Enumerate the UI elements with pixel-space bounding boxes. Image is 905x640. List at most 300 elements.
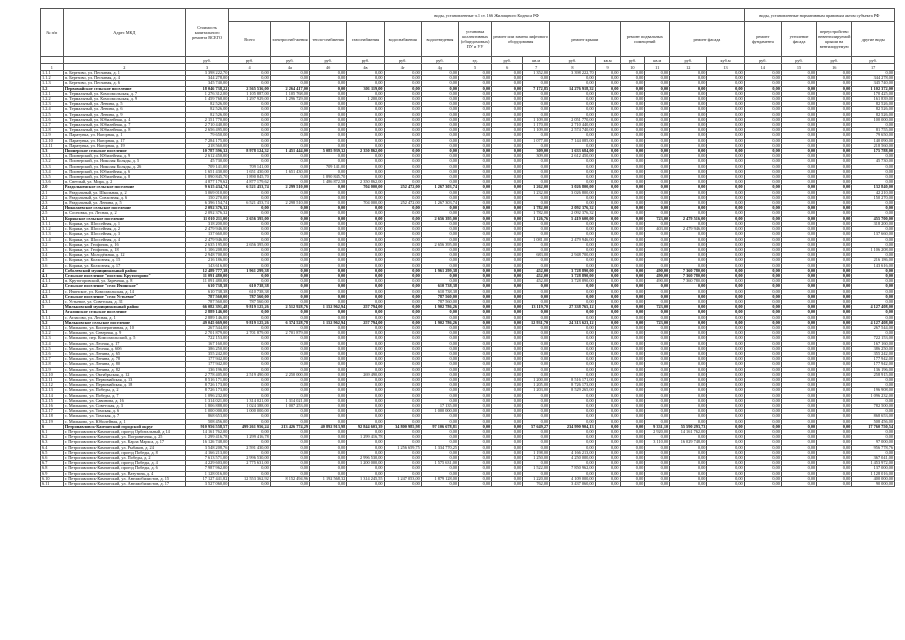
row-address: п. Термальный, ул. Комсомольская, д. 9	[63, 97, 185, 102]
row-value: 0,00	[852, 398, 895, 403]
row-value: 0,00	[781, 91, 816, 96]
row-value: 0,00	[492, 117, 523, 122]
row-value: 0,00	[595, 450, 620, 455]
row-value: 0,00	[492, 315, 523, 320]
row-address: с. Мильково, ул. Ленина, д. 80	[63, 362, 185, 367]
row-value: 0,00	[550, 221, 596, 226]
row-value: 0,00	[347, 273, 384, 278]
row-value: 0,00	[229, 414, 270, 419]
row-value: 0,00	[670, 367, 707, 372]
row-address: п. Раздольный, ул. Совхозная, д. 6	[63, 195, 185, 200]
row-value: 0,00	[270, 414, 309, 419]
row-value: 0,00	[852, 279, 895, 284]
row-value: 0,00	[270, 237, 309, 242]
header-warm: утепление фасада	[781, 22, 816, 57]
row-value: 0,00	[459, 149, 492, 154]
row-value: 0,00	[384, 419, 421, 424]
row-address: с. Коряки, ул. Геофизик, д. 18	[63, 247, 185, 252]
row-value: 0,00	[744, 424, 781, 429]
row-value: 0,00	[384, 336, 421, 341]
row-value: 1 890 845,70	[310, 175, 347, 180]
row-address: с. Мильково, ул. Северная, д. 9	[63, 331, 185, 336]
row-value: 0,00	[781, 273, 816, 278]
row-value: 11 091 480,00	[185, 279, 228, 284]
row-value: 0,00	[270, 242, 309, 247]
column-number: 1	[41, 64, 64, 71]
row-value: 0,00	[595, 424, 620, 429]
row-value: 0,00	[744, 206, 781, 211]
row-value: 0,00	[229, 247, 270, 252]
row-value: 0,00	[645, 393, 670, 398]
row-value: 452,00	[523, 279, 550, 284]
row-value: 0,00	[620, 216, 645, 221]
row-value: 0,00	[270, 445, 309, 450]
row-value: 0,00	[707, 336, 744, 341]
row-value: 0,00	[620, 471, 645, 476]
row-value: 0,00	[459, 351, 492, 356]
row-value: 0,00	[270, 128, 309, 133]
row-value: 0,00	[707, 310, 744, 315]
row-value: 0,00	[492, 388, 523, 393]
row-value: 0,00	[707, 435, 744, 440]
row-value: 0,00	[781, 253, 816, 258]
row-address: с. Мильково, ул. Победы, д. 2	[63, 388, 185, 393]
row-value: 14 161 762,00	[185, 430, 228, 435]
row-value: 0,00	[492, 138, 523, 143]
row-value: 4 877 179,62	[185, 180, 228, 185]
row-value: 0,00	[670, 180, 707, 185]
row-value: 79 650,00	[852, 133, 895, 138]
column-number: 6	[492, 64, 523, 71]
row-value: 0,00	[595, 76, 620, 81]
row-value: 0,00	[817, 331, 852, 336]
row-value: 0,00	[781, 351, 816, 356]
row-value: 0,00	[229, 310, 270, 315]
row-value: 0,00	[310, 76, 347, 81]
row-value: 0,00	[744, 149, 781, 154]
column-number: 4д	[421, 64, 458, 71]
row-value: 216 186,00	[185, 258, 228, 263]
row-value: 0,00	[459, 409, 492, 414]
column-number: 4г	[384, 64, 421, 71]
row-value: 0,00	[384, 440, 421, 445]
row-value: 0,00	[645, 154, 670, 159]
row-value: 1 109,00	[523, 128, 550, 133]
row-value: 0,00	[492, 445, 523, 450]
row-value: 956 778,76	[852, 445, 895, 450]
row-value: 0,00	[492, 299, 523, 304]
row-value: 0,00	[523, 372, 550, 377]
row-value: 0,00	[459, 86, 492, 91]
row-number: 1.2.7	[41, 123, 64, 128]
row-value: 0,00	[459, 112, 492, 117]
row-value: 400 000,00	[852, 476, 895, 481]
row-value: 0,00	[523, 201, 550, 206]
row-value: 0,00	[707, 419, 744, 424]
row-value: 0,00	[270, 315, 309, 320]
row-value: 161 839,00	[852, 97, 895, 102]
row-value: 0,00	[781, 450, 816, 455]
row-value: 8 152 494,96	[270, 476, 309, 481]
row-value: 0,00	[781, 190, 816, 195]
row-value: 0,00	[620, 424, 645, 429]
row-value: 0,00	[707, 195, 744, 200]
row-value: 0,00	[852, 383, 895, 388]
row-address: с. Мильково, ул. Ленина, д. 78	[63, 357, 185, 362]
row-number: 1.2.3	[41, 102, 64, 107]
row-value: 0,00	[270, 456, 309, 461]
column-number: 4в	[347, 64, 384, 71]
row-value: 0,00	[620, 393, 645, 398]
row-value: 0,00	[670, 325, 707, 330]
row-value: 0,00	[459, 404, 492, 409]
row-value: 0,00	[744, 107, 781, 112]
row-value: 2 479 946,00	[670, 227, 707, 232]
row-value: 0,00	[523, 175, 550, 180]
row-value: 0,00	[781, 388, 816, 393]
row-value: 0,00	[384, 133, 421, 138]
row-value: 787 560,00	[229, 294, 270, 299]
row-value: 0,00	[384, 91, 421, 96]
row-value: 0,00	[229, 383, 270, 388]
row-value: 0,00	[310, 154, 347, 159]
row-value: 1 299 416,78	[229, 435, 270, 440]
row-value: 0,00	[670, 159, 707, 164]
row-value: 257 794,00	[347, 320, 384, 325]
row-value: 490,00	[645, 273, 670, 278]
row-value: 0,00	[310, 227, 347, 232]
row-value: 0,00	[492, 128, 523, 133]
row-value: 1 633 684,00	[550, 149, 596, 154]
row-value: 0,00	[670, 476, 707, 481]
row-value: 0,00	[620, 331, 645, 336]
row-value: 0,00	[817, 320, 852, 325]
row-value: 0,00	[817, 351, 852, 356]
row-number: 2.3	[41, 201, 64, 206]
row-value: 2 656 495,00	[185, 128, 228, 133]
row-value: 0,00	[459, 279, 492, 284]
row-number: 1.2.10	[41, 138, 64, 143]
row-value: 0,00	[523, 331, 550, 336]
row-value: 0,00	[670, 450, 707, 455]
row-value: 0,00	[421, 258, 458, 263]
row-value: 0,00	[384, 123, 421, 128]
row-value: 0,00	[817, 91, 852, 96]
row-value: 218 560,00	[852, 143, 895, 148]
row-value: 0,00	[384, 482, 421, 487]
row-value: 0,00	[781, 201, 816, 206]
row-value: 0,00	[492, 268, 523, 273]
row-value: 0,00	[595, 305, 620, 310]
row-value: 508 456,00	[185, 419, 228, 424]
row-value: 0,00	[595, 409, 620, 414]
row-value: 0,00	[817, 284, 852, 289]
row-value: 0,00	[421, 430, 458, 435]
row-value: 0,00	[670, 185, 707, 190]
row-address: п. Пионерский, ул. Николая Коляды, д. 5	[63, 159, 185, 164]
row-value: 0,00	[781, 466, 816, 471]
row-value: 0,00	[852, 253, 895, 258]
row-value: 0,00	[707, 201, 744, 206]
row-value: 0,00	[620, 76, 645, 81]
row-value: 0,00	[310, 294, 347, 299]
row-value: 0,00	[595, 232, 620, 237]
row-value: 0,00	[645, 445, 670, 450]
row-value: 0,00	[347, 76, 384, 81]
row-value: 0,00	[781, 232, 816, 237]
row-value: 0,00	[347, 377, 384, 382]
row-address: п. Паратунка, ул. Нагорная, д. 19	[63, 143, 185, 148]
row-value: 0,00	[459, 331, 492, 336]
row-number: 2.5	[41, 211, 64, 216]
row-value: 0,00	[550, 430, 596, 435]
row-value: 0,00	[492, 419, 523, 424]
row-value: 0,00	[421, 133, 458, 138]
row-value: 0,00	[492, 107, 523, 112]
row-value: 0,00	[744, 112, 781, 117]
row-address: с. Мильково, ул. Ленина, д. 82	[63, 367, 185, 372]
row-value: 0,00	[347, 164, 384, 169]
row-value: 0,00	[384, 195, 421, 200]
row-value: 704 000,00	[347, 201, 384, 206]
row-number: 1.3.4	[41, 169, 64, 174]
row-value: 0,00	[645, 112, 670, 117]
row-value: 0,00	[595, 482, 620, 487]
row-value: 0,00	[595, 351, 620, 356]
row-value: 0,00	[744, 341, 781, 346]
row-value: 0,00	[310, 466, 347, 471]
row-value: 4 229 603,00	[185, 461, 228, 466]
column-number: 14	[744, 64, 781, 71]
row-value: 0,00	[595, 133, 620, 138]
row-value: 0,00	[421, 86, 458, 91]
row-value: 0,00	[384, 388, 421, 393]
row-value: 0,00	[347, 258, 384, 263]
row-value: 0,00	[781, 315, 816, 320]
row-value: 0,00	[310, 362, 347, 367]
row-value: 0,00	[744, 299, 781, 304]
row-value: 0,00	[492, 221, 523, 226]
row-value: 0,00	[781, 112, 816, 117]
row-value: 0,00	[707, 221, 744, 226]
row-value: 0,00	[781, 149, 816, 154]
row-value: 0,00	[817, 227, 852, 232]
row-value: 0,00	[670, 97, 707, 102]
row-value: 0,00	[645, 461, 670, 466]
row-value: 0,00	[310, 372, 347, 377]
row-value: 309,00	[523, 154, 550, 159]
row-value: 610 738,38	[185, 289, 228, 294]
row-value: 0,00	[744, 237, 781, 242]
row-value: 0,00	[270, 76, 309, 81]
row-value: 0,00	[781, 409, 816, 414]
row-value: 0,00	[384, 154, 421, 159]
row-address: г. Петропавловск-Камчатский, ул. Карла Маркса, д. 17	[63, 440, 185, 445]
row-value: 0,00	[744, 471, 781, 476]
row-value: 0,00	[492, 294, 523, 299]
row-value: 0,00	[595, 279, 620, 284]
row-value: 0,00	[744, 367, 781, 372]
row-address: г. Петропавловск-Камчатский, ул. Автомобилистов, д. 15	[63, 476, 185, 481]
row-value: 0,00	[229, 258, 270, 263]
row-value: 8 726 173,00	[185, 388, 228, 393]
row-value: 0,00	[707, 482, 744, 487]
row-value: 0,00	[670, 86, 707, 91]
row-value: 1 024 388,00	[229, 404, 270, 409]
row-value: 1 902 786,26	[421, 305, 458, 310]
row-value: 0,00	[595, 320, 620, 325]
row-value: 0,00	[670, 258, 707, 263]
row-value: 0,00	[459, 164, 492, 169]
row-value: 0,00	[550, 232, 596, 237]
row-value: 0,00	[781, 175, 816, 180]
row-value: 0,00	[620, 357, 645, 362]
document-page	[40, 8, 895, 487]
row-value: 0,00	[817, 461, 852, 466]
row-value: 1 200,00	[523, 377, 550, 382]
row-value: 0,00	[645, 253, 670, 258]
row-value: 0,00	[384, 357, 421, 362]
row-value: 0,00	[421, 440, 458, 445]
row-value: 0,00	[523, 143, 550, 148]
row-value: 0,00	[707, 367, 744, 372]
row-value: 0,00	[310, 195, 347, 200]
row-value: 0,00	[595, 466, 620, 471]
row-value: 0,00	[744, 138, 781, 143]
row-value: 0,00	[595, 445, 620, 450]
row-value: 0,00	[595, 253, 620, 258]
row-value: 213 426 774,29	[270, 424, 309, 429]
row-value: 0,00	[707, 430, 744, 435]
row-value: 0,00	[852, 409, 895, 414]
row-value: 0,00	[852, 377, 895, 382]
row-value: 0,00	[310, 221, 347, 226]
row-value: 0,00	[645, 97, 670, 102]
row-value: 910 956 558,57	[185, 424, 228, 429]
row-number: 5.2.16	[41, 404, 64, 409]
row-value: 0,00	[707, 159, 744, 164]
row-value: 1 453 972,00	[852, 461, 895, 466]
row-value: 0,00	[550, 180, 596, 185]
row-value: 0,00	[645, 471, 670, 476]
row-value: 0,00	[781, 71, 816, 76]
row-value: 0,00	[781, 117, 816, 122]
row-value: 0,00	[550, 175, 596, 180]
row-value: 1 522,00	[523, 466, 550, 471]
row-value: 0,00	[707, 258, 744, 263]
row-value: 0,00	[229, 123, 270, 128]
row-value: 8 516 171,00	[550, 377, 596, 382]
row-value: 0,00	[310, 289, 347, 294]
row-value: 0,00	[384, 466, 421, 471]
row-address: Сельское поселение "село Устьевое"	[63, 294, 185, 299]
row-number: 5.2.2	[41, 331, 64, 336]
row-value: 0,00	[492, 430, 523, 435]
row-number: 1.3	[41, 149, 64, 154]
row-value: 0,00	[744, 372, 781, 377]
row-value: 0,00	[347, 268, 384, 273]
row-address: г. Петропавловск-Камчатский, проезд Победы, д. 8	[63, 450, 185, 455]
row-value: 0,00	[492, 195, 523, 200]
row-value: 0,00	[595, 112, 620, 117]
row-value: 0,00	[384, 430, 421, 435]
row-address: Мильковский муниципальный район	[63, 305, 185, 310]
row-value: 0,00	[781, 81, 816, 86]
row-value: 0,00	[550, 112, 596, 117]
row-value: 0,00	[492, 476, 523, 481]
row-value: 0,00	[852, 242, 895, 247]
row-value: 1 486 872,58	[310, 180, 347, 185]
row-value: 0,00	[270, 419, 309, 424]
row-value: 0,00	[645, 383, 670, 388]
row-value: 1 077,00	[523, 138, 550, 143]
row-value: 0,00	[270, 346, 309, 351]
row-value: 2 092 376,32	[550, 211, 596, 216]
row-value: 0,00	[270, 273, 309, 278]
row-value: 0,00	[817, 201, 852, 206]
row-value: 0,00	[459, 227, 492, 232]
row-value: 1 000 000,00	[229, 409, 270, 414]
row-value: 0,00	[270, 138, 309, 143]
row-address: п. Светлый, ул. Мира, д. 2	[63, 180, 185, 185]
row-value: 3 026 800,00	[550, 190, 596, 195]
row-value: 0,00	[645, 107, 670, 112]
row-value: 0,00	[744, 253, 781, 258]
row-value: 0,00	[620, 133, 645, 138]
row-value: 0,00	[817, 71, 852, 76]
row-value: 0,00	[347, 310, 384, 315]
row-value: 0,00	[670, 91, 707, 96]
row-value: 0,00	[459, 388, 492, 393]
row-value: 0,00	[620, 409, 645, 414]
column-number: 15	[781, 64, 816, 71]
row-number: 6.5	[41, 450, 64, 455]
row-value: 27 338 765,12	[550, 305, 596, 310]
row-value: 0,00	[781, 211, 816, 216]
row-value: 0,00	[347, 471, 384, 476]
row-value: 0,00	[310, 450, 347, 455]
row-value: 0,00	[852, 237, 895, 242]
row-value: 0,00	[645, 289, 670, 294]
row-value: 490,00	[645, 279, 670, 284]
row-value: 0,00	[817, 279, 852, 284]
row-value: 2 710 440,00	[185, 123, 228, 128]
row-value: 0,00	[421, 247, 458, 252]
row-value: 0,00	[645, 331, 670, 336]
row-value: 0,00	[744, 445, 781, 450]
row-value: 0,00	[817, 86, 852, 91]
header-flat: переустройство невентилируемой крыши на вентилируемую	[817, 22, 852, 57]
row-value: 0,00	[459, 310, 492, 315]
row-value: 0,00	[620, 159, 645, 164]
row-value: 0,00	[670, 289, 707, 294]
row-value: 0,00	[645, 169, 670, 174]
row-value: 0,00	[620, 315, 645, 320]
row-value: 0,00	[270, 253, 309, 258]
row-value: 0,00	[781, 294, 816, 299]
row-address: п. Паратунка, ул. Нагорная, д. 1	[63, 133, 185, 138]
row-value: 0,00	[229, 419, 270, 424]
row-value: 0,00	[817, 138, 852, 143]
row-value: 0,00	[384, 76, 421, 81]
row-value: 0,00	[595, 383, 620, 388]
row-value: 0,00	[744, 190, 781, 195]
row-value: 0,00	[781, 102, 816, 107]
row-value: 0,00	[781, 357, 816, 362]
row-value: 0,00	[384, 221, 421, 226]
row-value: 0,00	[620, 450, 645, 455]
row-value: 0,00	[707, 211, 744, 216]
